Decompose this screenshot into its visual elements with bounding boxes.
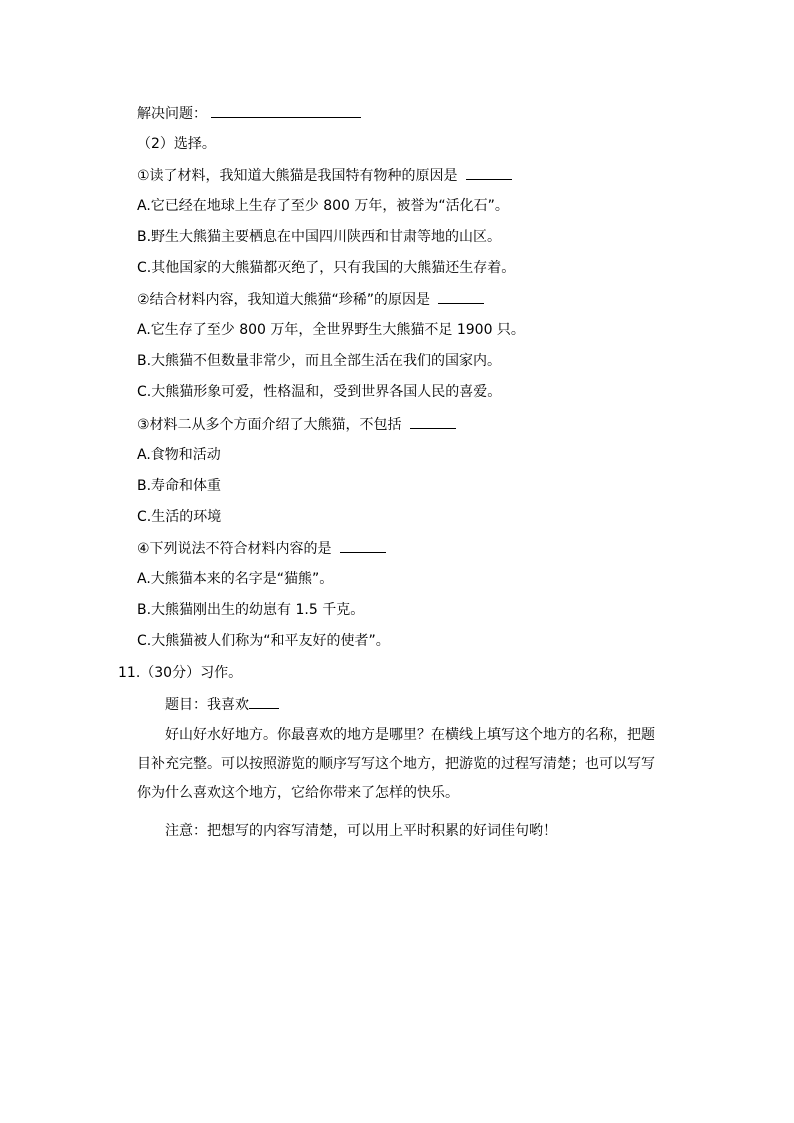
section-heading-choice: （2）选择。 [137,136,216,152]
answer-blank[interactable] [438,289,484,304]
answer-blank[interactable] [466,165,512,180]
question-4-option-c: C.大熊猫被人们称为“和平友好的使者”。 [137,633,390,649]
essay-title-blank[interactable] [249,694,279,709]
question-2-option-b: B.大熊猫不但数量非常少，而且全部生活在我们的国家内。 [137,353,502,369]
answer-blank[interactable] [410,414,456,429]
solve-problem-label: 解决问题： [137,106,207,122]
essay-note: 注意：把想写的内容写清楚，可以用上平时积累的好词佳句哟！ [165,823,557,839]
question-3-text: ③材料二从多个方面介绍了大熊猫，不包括 [137,417,402,433]
question-4-option-b: B.大熊猫刚出生的幼崽有 1.5 千克。 [137,602,365,618]
question-11-heading: 11.（30分）习作。 [118,665,243,681]
question-2 [137,289,484,310]
essay-title-line [165,694,279,715]
essay-prompt: 好山好水好地方。你最喜欢的地方是哪里？在横线上填写这个地方的名称，把题目补充完整。可以按照游览的顺序写写这个地方，把游览的过程写清楚；也可以写写你为什么喜欢这个地方，它给你带来了怎样的快乐。 [137,727,655,801]
answer-blank[interactable] [211,103,361,118]
question-4 [137,538,386,559]
question-2-option-c: C.大熊猫形象可爱，性格温和，受到世界各国人民的喜爱。 [137,384,502,400]
question-1-option-a: A.它已经在地球上生存了至少 800 万年，被誉为“活化石”。 [137,198,509,214]
question-1-option-b: B.野生大熊猫主要栖息在中国四川陕西和甘肃等地的山区。 [137,229,502,245]
question-4-option-a: A.大熊猫本来的名字是“猫熊”。 [137,571,334,587]
question-4-text: ④下列说法不符合材料内容的是 [137,541,332,557]
question-2-text: ②结合材料内容，我知道大熊猫“珍稀”的原因是 [137,292,431,308]
question-3-option-a: A.食物和活动 [137,447,221,463]
question-2-option-a: A.它生存了至少 800 万年，全世界野生大熊猫不足 1900 只。 [137,322,525,338]
question-1-text: ①读了材料，我知道大熊猫是我国特有物种的原因是 [137,168,458,184]
question-1-option-c: C.其他国家的大熊猫都灭绝了，只有我国的大熊猫还生存着。 [137,260,516,276]
question-3-option-b: B.寿命和体重 [137,478,222,494]
question-1 [137,165,512,186]
essay-title-prefix: 题目：我喜欢 [165,697,249,713]
question-3 [137,414,456,435]
solve-problem-line [137,103,361,124]
question-3-option-c: C.生活的环境 [137,509,222,525]
answer-blank[interactable] [340,538,386,553]
